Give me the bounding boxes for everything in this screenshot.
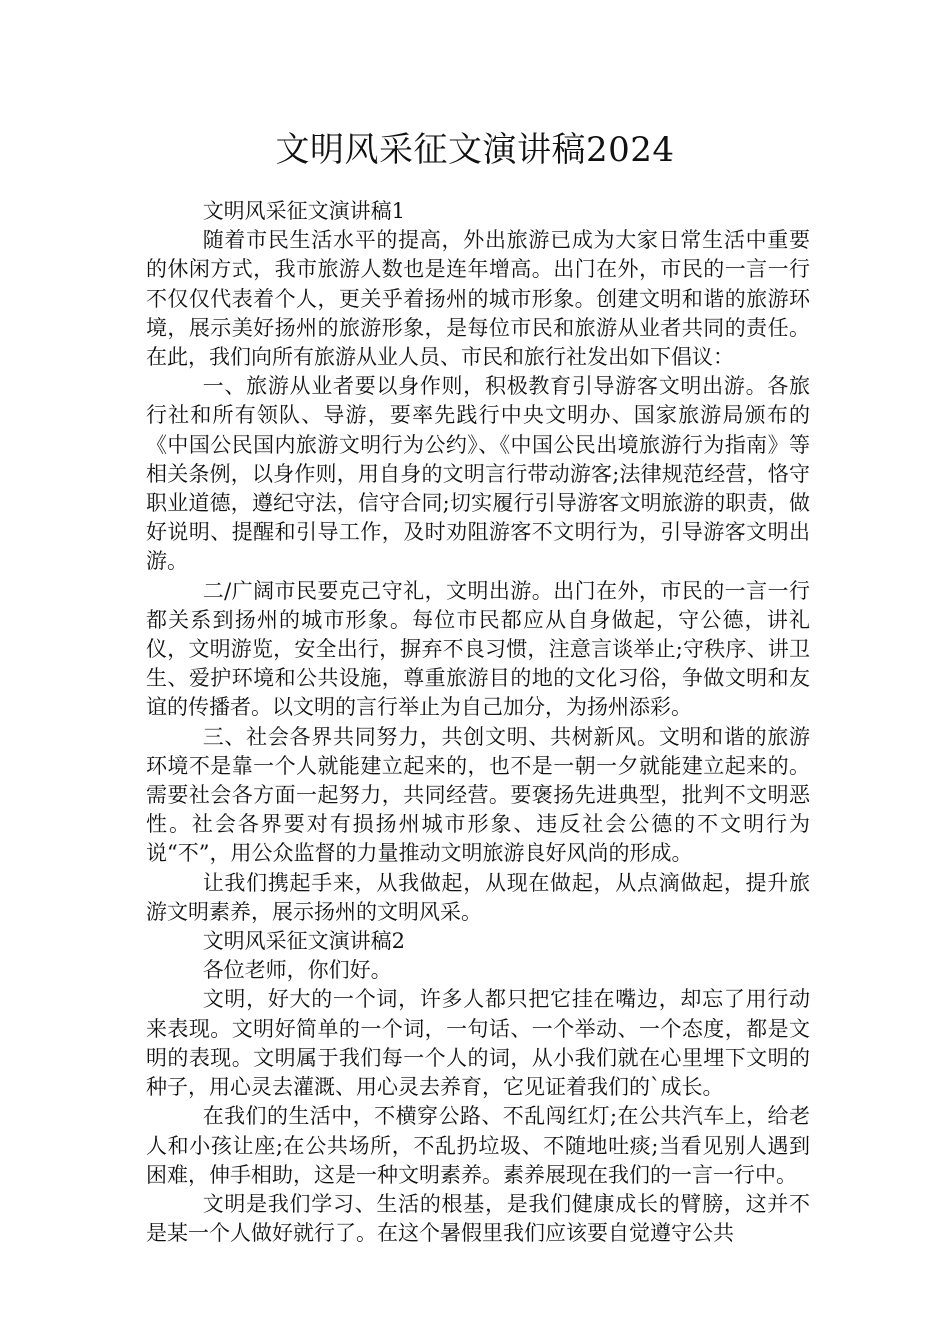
body-paragraph: 文明是我们学习、生活的根基，是我们健康成长的臂膀，这并不是某一个人做好就行了。在这个暑假里我们应该要自觉遵守公共 [146, 1191, 810, 1246]
body-paragraph: 三、社会各界共同努力，共创文明、共树新风。文明和谐的旅游环境不是靠一个人就能建立起来的，也不是一朝一夕就能建立起来的。需要社会各方面一起努力，共同经营。要褒扬先进典型，批判不文明恶性。社会各界要对有损扬州城市形象、违反社会公德的不文明行为说“不”，用公众监督的力量推动文明旅游良好风尚的形成。 [146, 724, 810, 866]
document-title: 文明风采征文演讲稿2024 [275, 130, 675, 170]
document-body [146, 197, 810, 1248]
body-paragraph: 文明，好大的一个词，许多人都只把它挂在嘴边，却忘了用行动来表现。文明好简单的一个词，一句话、一个举动、一个态度，都是文明的表现。文明属于我们每一个人的词，从小我们就在心里埋下文明的种子，用心灵去灌溉、用心灵去养育，它见证着我们的`成长。 [146, 987, 810, 1100]
body-paragraph: 一、旅游从业者要以身作则，积极教育引导游客文明出游。各旅行社和所有领队、导游，要率先践行中央文明办、国家旅游局颁布的《中国公民国内旅游文明行为公约》、《中国公民出境旅游行为指南》等相关条例，以身作则，用自身的文明言行带动游客;法律规范经营，恪守职业道德，遵纪守法，信守合同;切实履行引导游客文明旅游的职责，做好说明、提醒和引导工作，及时劝阻游客不文明行为，引导游客文明出游。 [146, 374, 810, 574]
body-paragraph: 二/广阔市民要克己守礼，文明出游。出门在外，市民的一言一行都关系到扬州的城市形象。每位市民都应从自身做起，守公德，讲礼仪，文明游览，安全出行，摒弃不良习惯，注意言谈举止;守秩序、讲卫生、爱护环境和公共设施，尊重旅游目的地的文化习俗，争做文明和友谊的传播者。以文明的言行举止为自己加分，为扬州添彩。 [146, 578, 810, 720]
section-heading: 文明风采征文演讲稿2 [202, 929, 406, 954]
body-paragraph: 各位老师，你们好。 [202, 958, 392, 983]
body-paragraph: 在我们的生活中，不横穿公路、不乱闯红灯;在公共汽车上，给老人和小孩让座;在公共场所，不乱扔垃圾、不随地吐痰;当看见别人遇到困难，伸手相助，这是一种文明素养。素养展现在我们的一言一行中。 [146, 1104, 810, 1187]
body-paragraph: 随着市民生活水平的提高，外出旅游已成为大家日常生活中重要的休闲方式，我市旅游人数也是连年增高。出门在外，市民的一言一行不仅仅代表着个人，更关乎着扬州的城市形象。创建文明和谐的旅游环境，展示美好扬州的旅游形象，是每位市民和旅游从业者共同的责任。在此，我们向所有旅游从业人员、市民和旅行社发出如下倡议： [146, 228, 810, 370]
section-heading: 文明风采征文演讲稿1 [202, 199, 406, 223]
body-paragraph: 让我们携起手来，从我做起，从现在做起，从点滴做起，提升旅游文明素养，展示扬州的文明风采。 [146, 870, 810, 924]
